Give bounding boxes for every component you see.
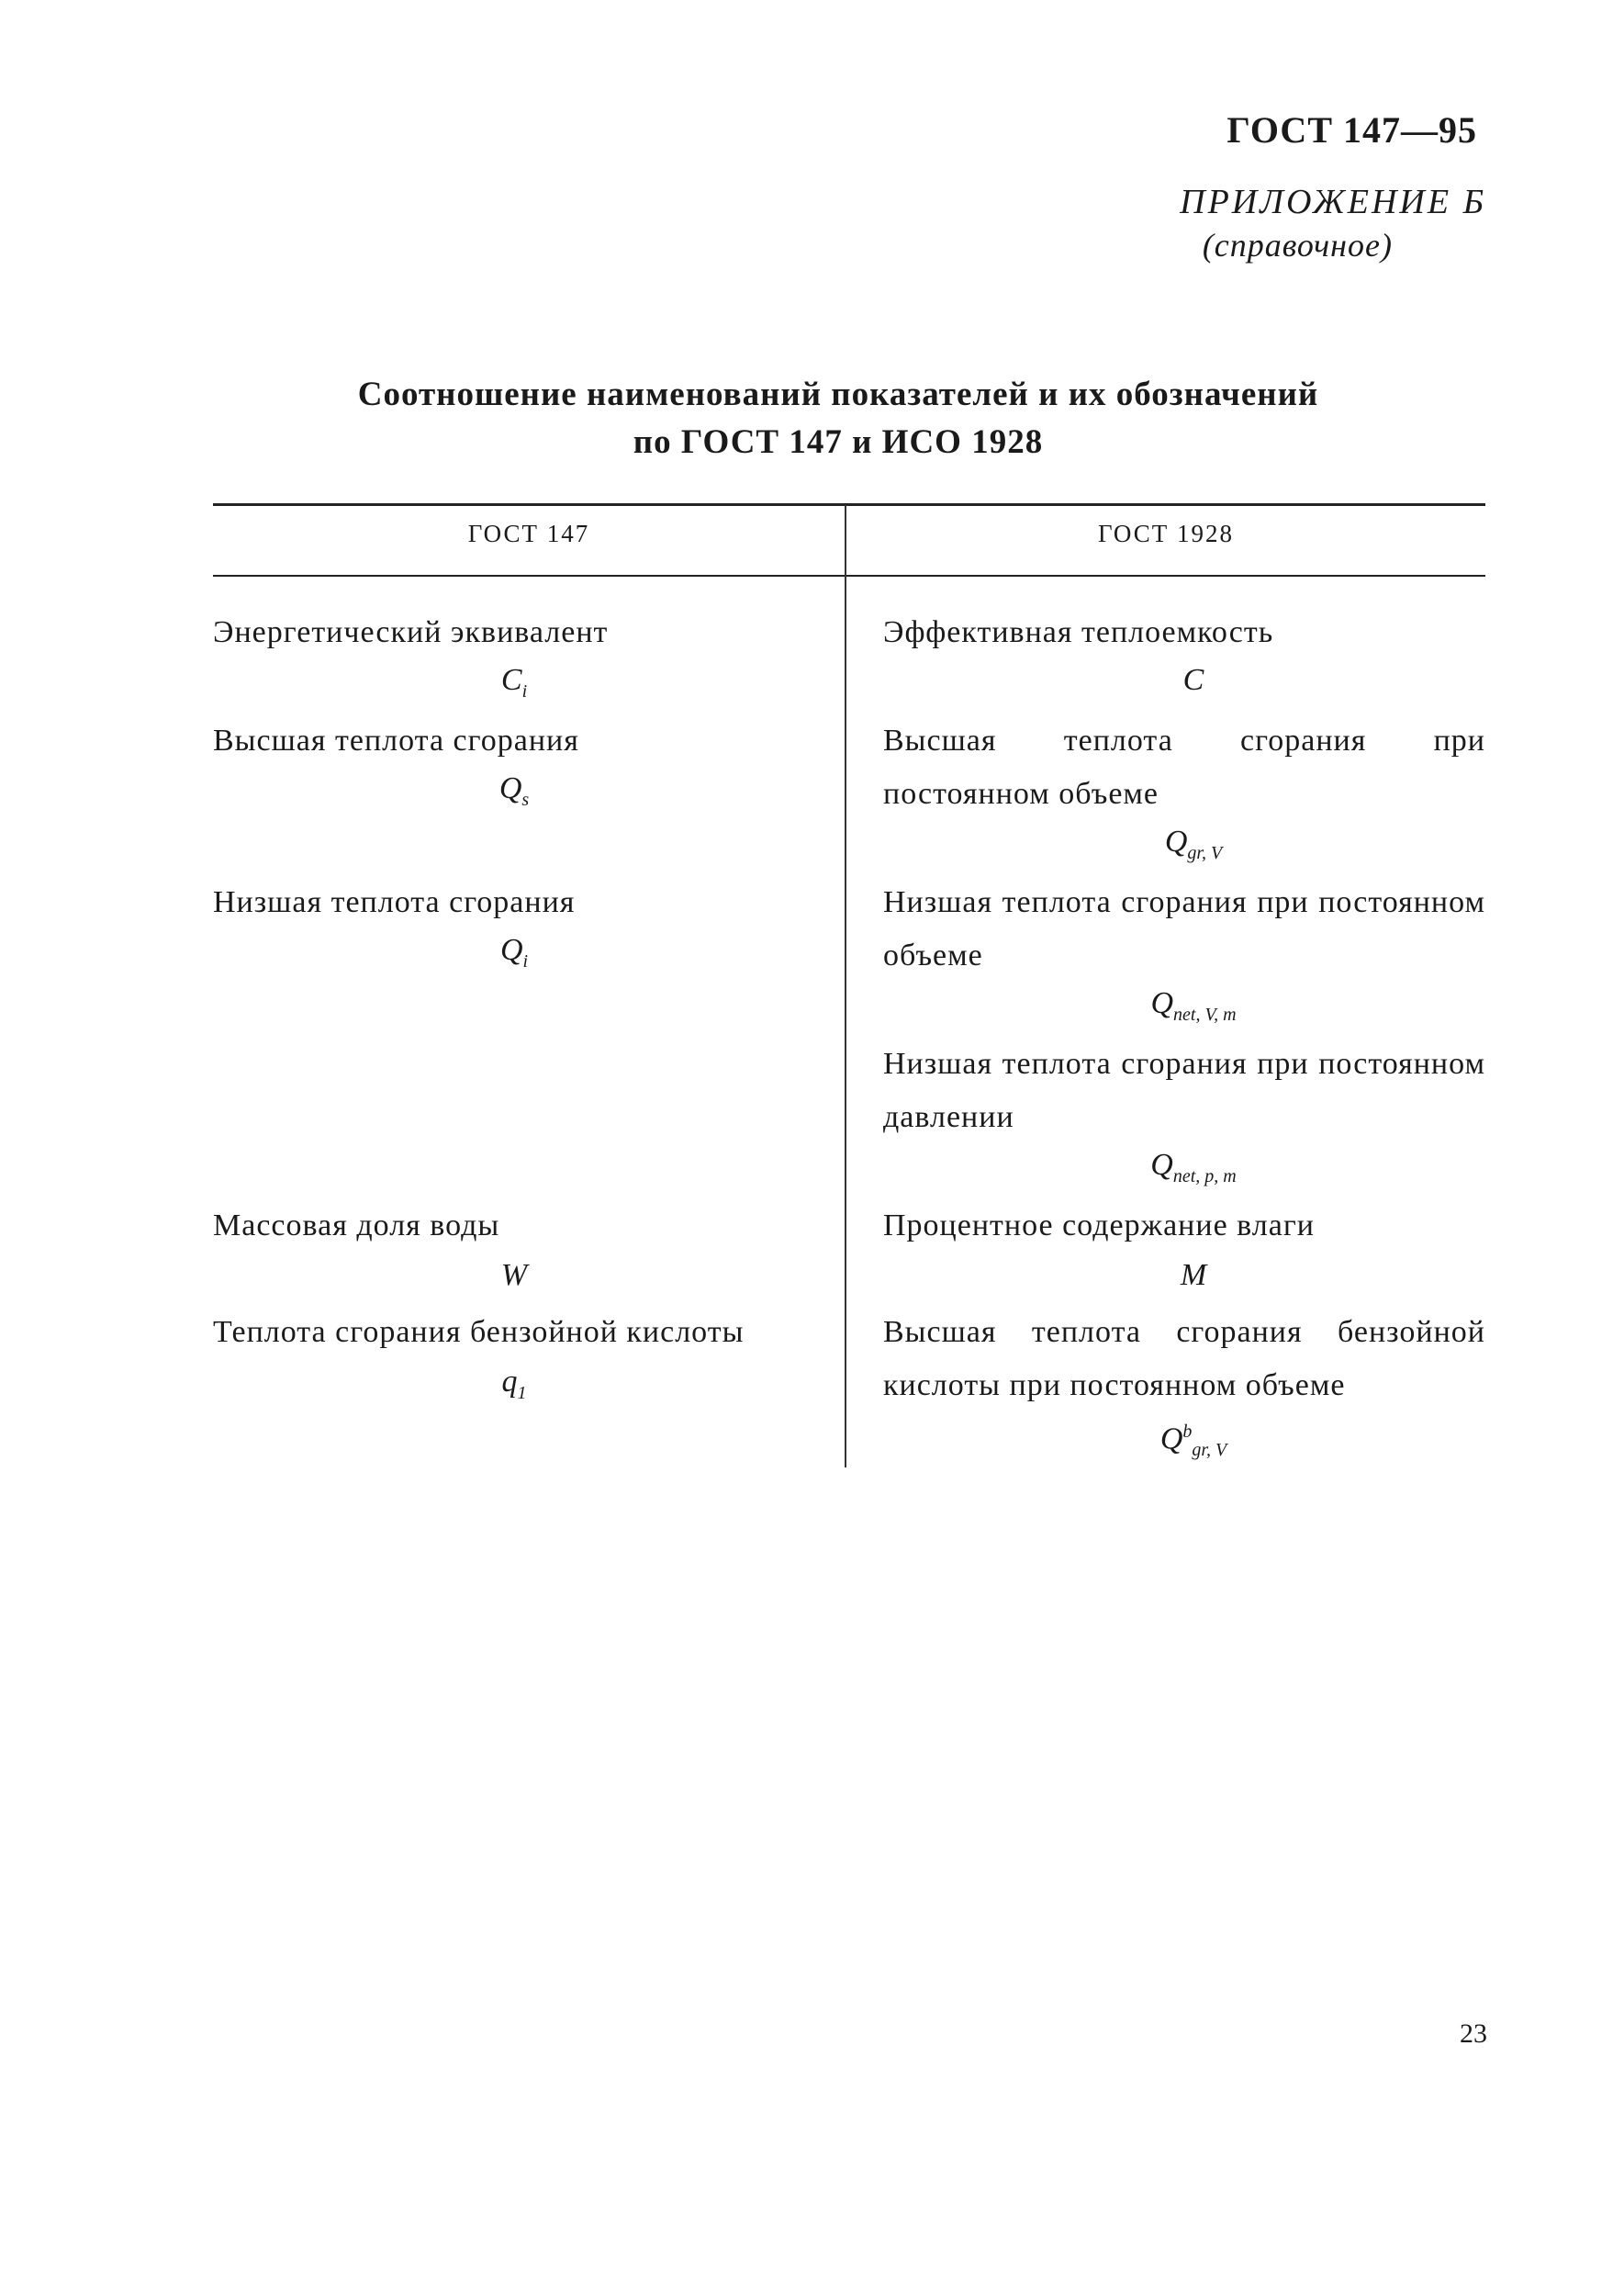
left-term: Массовая доля воды bbox=[213, 1208, 500, 1242]
appendix-note: (справочное) bbox=[1202, 227, 1393, 264]
right-symbol: C bbox=[1182, 663, 1204, 697]
left-term: Энергетический эквивалент bbox=[213, 615, 609, 649]
right-term: Высшая теплота сгорания при постоянном объеме bbox=[883, 724, 1485, 811]
table-column-divider bbox=[845, 505, 846, 1467]
left-term: Теплота сгорания бензойной кислоты bbox=[213, 1315, 745, 1349]
right-symbol: $Q_{net, V, m}$ bbox=[1150, 986, 1237, 1025]
right-term: Низшая теплота сгорания при постоянном объеме bbox=[883, 885, 1485, 972]
table-title-line-1: Соотношение наименований показателей и их обозначений bbox=[357, 376, 1319, 413]
document-number: ГОСТ 147—95 bbox=[1226, 109, 1477, 151]
left-term: Высшая теплота сгорания bbox=[213, 724, 579, 758]
right-symbol: $Q^b_{gr, V}$ bbox=[1159, 1422, 1227, 1461]
page-number: 23 bbox=[1460, 2018, 1487, 2049]
left-symbol: $Q_i$ bbox=[499, 933, 529, 972]
column-header-gost-1928: ГОСТ 1928 bbox=[1097, 520, 1235, 547]
left-term: Низшая теплота сгорания bbox=[213, 885, 576, 919]
table-title-line-2: по ГОСТ 147 и ИСО 1928 bbox=[633, 423, 1044, 461]
appendix-label: ПРИЛОЖЕНИЕ Б bbox=[1180, 183, 1486, 221]
left-symbol: W bbox=[500, 1258, 528, 1292]
left-symbol: $C_i$ bbox=[500, 663, 528, 702]
right-symbol: $Q_{net, p, m}$ bbox=[1150, 1148, 1237, 1186]
table-title bbox=[213, 371, 1463, 466]
right-term: Высшая теплота сгорания бензойной кислоты при постоянном объеме bbox=[883, 1315, 1485, 1402]
right-term: Низшая теплота сгорания при постоянном давлении bbox=[883, 1047, 1485, 1134]
left-symbol: $Q_s$ bbox=[498, 771, 530, 810]
column-header-gost-147: ГОСТ 147 bbox=[467, 520, 590, 547]
right-term: Процентное содержание влаги bbox=[883, 1208, 1315, 1242]
table-top-rule bbox=[213, 503, 1485, 506]
table-header-rule bbox=[213, 575, 1485, 577]
right-symbol: $Q_{gr, V}$ bbox=[1164, 825, 1223, 863]
right-term: Эффективная теплоемкость bbox=[883, 615, 1274, 649]
left-symbol: $q_1$ bbox=[501, 1365, 527, 1403]
right-symbol: M bbox=[1180, 1258, 1207, 1292]
